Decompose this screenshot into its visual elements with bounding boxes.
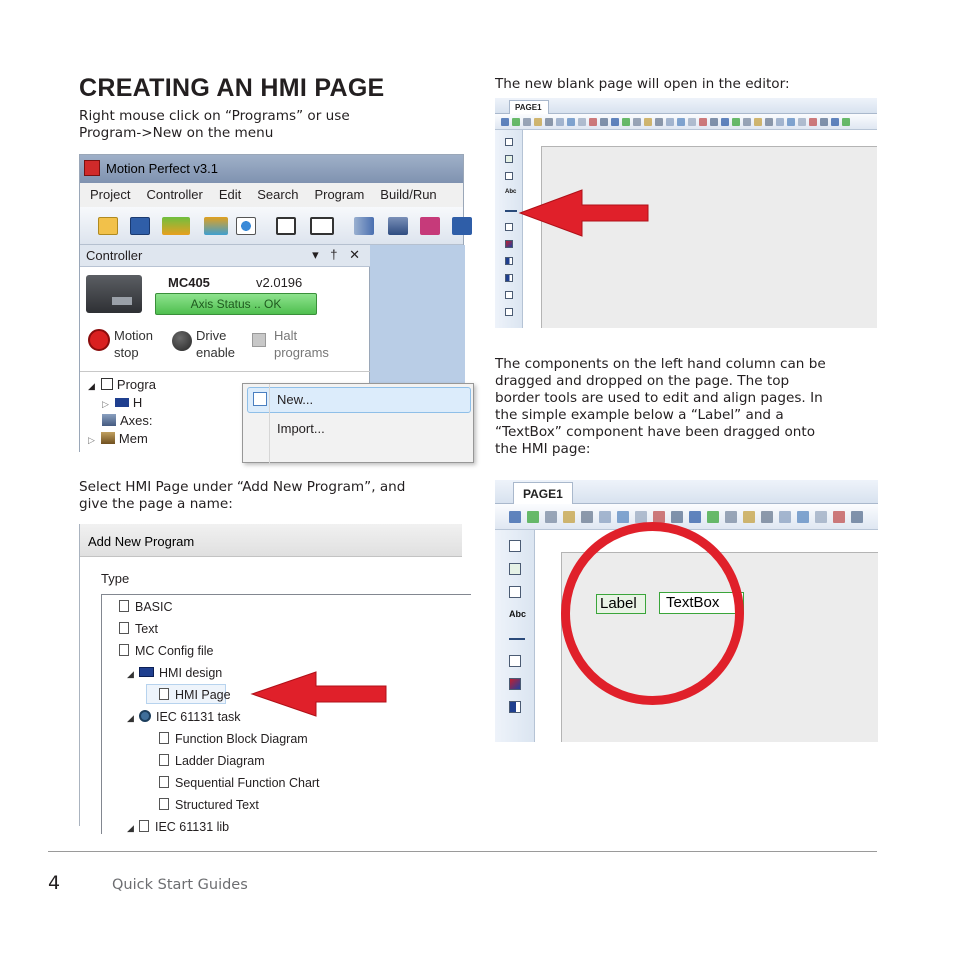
toolbar-tool-icon[interactable] bbox=[635, 511, 647, 523]
tree-label: H bbox=[132, 395, 143, 410]
sync-icon[interactable] bbox=[204, 217, 228, 235]
document-icon bbox=[159, 776, 169, 788]
program-type-label: IEC 61131 task bbox=[156, 710, 241, 724]
document-icon bbox=[119, 600, 129, 612]
menu-controller[interactable]: Controller bbox=[146, 187, 203, 202]
frame-icon[interactable] bbox=[509, 655, 521, 667]
connect-icon[interactable] bbox=[162, 217, 190, 235]
toolbar-tool-icon[interactable] bbox=[589, 118, 597, 126]
editor-tab-strip bbox=[495, 98, 877, 114]
toolbar-tool-icon[interactable] bbox=[563, 511, 575, 523]
program-type-item[interactable] bbox=[147, 754, 265, 768]
program-type-label: IEC 61131 lib bbox=[155, 820, 230, 834]
guide-title: Quick Start Guides bbox=[112, 877, 248, 893]
toolbar-tool-icon[interactable] bbox=[545, 511, 557, 523]
toolbar-tool-icon[interactable] bbox=[633, 118, 641, 126]
toolbar-tool-icon[interactable] bbox=[677, 118, 685, 126]
toolbar-tool-icon[interactable] bbox=[743, 118, 751, 126]
line-icon[interactable] bbox=[509, 638, 525, 640]
controller-panel-header bbox=[80, 245, 370, 267]
toolbar-tool-icon[interactable] bbox=[732, 118, 740, 126]
toolbar-tool-icon[interactable] bbox=[833, 511, 845, 523]
keypad-icon[interactable] bbox=[505, 172, 513, 180]
folder-open-icon[interactable] bbox=[98, 217, 118, 235]
toolbar-tool-icon[interactable] bbox=[527, 511, 539, 523]
terminal-icon[interactable] bbox=[236, 217, 256, 235]
toolbar-tool-icon[interactable] bbox=[842, 118, 850, 126]
document-icon bbox=[159, 798, 169, 810]
toolbar-tool-icon[interactable] bbox=[688, 118, 696, 126]
window-titlebar bbox=[80, 155, 463, 183]
toolbar-tool-icon[interactable] bbox=[644, 118, 652, 126]
tree-item-programs[interactable] bbox=[88, 377, 156, 392]
program-type-item[interactable] bbox=[147, 798, 259, 812]
number-icon[interactable] bbox=[505, 291, 513, 299]
component-palette bbox=[495, 530, 535, 742]
app-icon bbox=[84, 160, 100, 176]
save-icon[interactable] bbox=[130, 217, 150, 235]
collapse-caret-icon[interactable]: ▷ bbox=[88, 435, 95, 445]
slider-icon[interactable] bbox=[509, 701, 521, 713]
abc-icon[interactable]: Abc bbox=[509, 609, 527, 619]
document-icon bbox=[119, 622, 129, 634]
program-type-label: Sequential Function Chart bbox=[175, 776, 320, 790]
checkbox-icon[interactable] bbox=[509, 563, 521, 575]
tree-item-axes[interactable] bbox=[102, 413, 153, 428]
toolbar-tool-icon[interactable] bbox=[600, 118, 608, 126]
toolbar-tool-icon[interactable] bbox=[754, 118, 762, 126]
editor-toolbar bbox=[495, 504, 878, 530]
textbox-component[interactable]: TextBox bbox=[659, 592, 744, 614]
toolbar-tool-icon[interactable] bbox=[710, 118, 718, 126]
program-type-label: HMI design bbox=[159, 666, 223, 680]
palette-arrow bbox=[520, 190, 648, 236]
checkbox-icon[interactable] bbox=[505, 155, 513, 163]
hmi-design-icon bbox=[139, 667, 154, 677]
toolbar-tool-icon[interactable] bbox=[815, 511, 827, 523]
program-type-item[interactable] bbox=[127, 710, 241, 724]
textbox-icon[interactable] bbox=[509, 540, 521, 552]
program-type-item[interactable] bbox=[147, 732, 308, 746]
document-icon bbox=[159, 754, 169, 766]
context-menu bbox=[242, 383, 474, 463]
frame-icon[interactable] bbox=[505, 223, 513, 231]
menu-bar bbox=[80, 183, 463, 207]
program-type-label: Ladder Diagram bbox=[175, 754, 265, 768]
menu-item-new[interactable]: New... bbox=[277, 392, 314, 407]
highlight-circle bbox=[561, 522, 744, 705]
tree-item-memory[interactable] bbox=[88, 431, 148, 446]
controller-device-image bbox=[86, 275, 142, 313]
document-icon bbox=[159, 732, 169, 744]
controller-version: v2.0196 bbox=[256, 275, 303, 290]
expand-caret-icon[interactable]: ◢ bbox=[127, 669, 134, 679]
toolbar-tool-icon[interactable] bbox=[501, 118, 509, 126]
halt-programs-icon[interactable] bbox=[252, 333, 266, 347]
image-icon[interactable] bbox=[509, 678, 521, 690]
motion-stop-icon[interactable] bbox=[88, 329, 110, 351]
collapse-caret-icon[interactable]: ▷ bbox=[102, 399, 109, 409]
toolbar-tool-icon[interactable] bbox=[765, 118, 773, 126]
halt-programs-button[interactable]: Halt programs bbox=[274, 328, 329, 360]
components-paragraph: The components on the left hand column can be dragged and dropped on the page. The top border tools are used to edit and align pages. In the simple example below a “Label” and a “TextBox” component have been dragged onto the HMI page: bbox=[495, 356, 826, 457]
page-number: 4 bbox=[48, 872, 61, 894]
axes-icon bbox=[102, 414, 116, 426]
menu-build-run[interactable]: Build/Run bbox=[380, 187, 437, 202]
program-type-item[interactable] bbox=[127, 666, 222, 680]
tree-item-hmi[interactable] bbox=[102, 395, 142, 410]
document-icon bbox=[139, 820, 149, 832]
expand-caret-icon[interactable]: ◢ bbox=[127, 713, 134, 723]
tree-label: Axes: bbox=[120, 413, 153, 428]
window-title: Motion Perfect v3.1 bbox=[106, 161, 218, 176]
slider-icon[interactable] bbox=[505, 257, 513, 265]
toolbar-tool-icon[interactable] bbox=[699, 118, 707, 126]
editor-toolbar bbox=[495, 114, 877, 130]
status-icon[interactable] bbox=[505, 308, 513, 316]
abc-icon[interactable]: Abc bbox=[505, 189, 517, 195]
toolbar-tool-icon[interactable] bbox=[809, 118, 817, 126]
program-type-item[interactable] bbox=[147, 688, 231, 702]
toolbar-tool-icon[interactable] bbox=[743, 511, 755, 523]
axis-status-indicator[interactable]: Axis Status .. OK bbox=[155, 293, 317, 315]
toolbar-tool-icon[interactable] bbox=[556, 118, 564, 126]
iec-task-icon bbox=[139, 710, 151, 722]
program-type-label: Structured Text bbox=[175, 798, 259, 812]
menu-gutter bbox=[269, 384, 270, 464]
toolbar-tool-icon[interactable] bbox=[509, 511, 521, 523]
toolbar-tool-icon[interactable] bbox=[779, 511, 791, 523]
program-type-label: BASIC bbox=[135, 600, 173, 614]
hmi-page-canvas[interactable] bbox=[541, 146, 877, 328]
toolbar-tool-icon[interactable] bbox=[776, 118, 784, 126]
toolbar-tool-icon[interactable] bbox=[725, 511, 737, 523]
panel-controls[interactable]: ▾ † ✕ bbox=[312, 247, 364, 262]
menu-edit[interactable]: Edit bbox=[218, 187, 242, 202]
page-title: CREATING AN HMI PAGE bbox=[79, 74, 385, 102]
toolbar-tool-icon[interactable] bbox=[617, 511, 629, 523]
toolbar-tool-icon[interactable] bbox=[671, 511, 683, 523]
menu-project[interactable]: Project bbox=[90, 187, 131, 202]
program-type-item[interactable] bbox=[147, 776, 320, 790]
dialog-title: Add New Program bbox=[80, 524, 462, 557]
type-label: Type bbox=[101, 571, 130, 586]
panel-title: Controller bbox=[86, 248, 143, 263]
component-palette bbox=[495, 130, 523, 328]
io-icon[interactable] bbox=[420, 217, 440, 235]
intro-paragraph: Right mouse click on “Programs” or use Program->New on the menu bbox=[79, 108, 350, 141]
toolbar-tool-icon[interactable] bbox=[831, 118, 839, 126]
toolbar-tool-icon[interactable] bbox=[798, 118, 806, 126]
programs-folder-icon bbox=[101, 378, 113, 390]
window-icon[interactable] bbox=[276, 217, 296, 235]
program-type-label: Function Block Diagram bbox=[175, 732, 308, 746]
memory-icon[interactable] bbox=[310, 217, 334, 235]
line-icon[interactable] bbox=[505, 210, 517, 212]
memory-tree-icon bbox=[101, 432, 115, 444]
arrow-shape bbox=[252, 672, 386, 716]
drive-enable-icon[interactable] bbox=[172, 331, 192, 351]
toolbar-tool-icon[interactable] bbox=[599, 511, 611, 523]
toolbar-tool-icon[interactable] bbox=[512, 118, 520, 126]
menu-item-import[interactable]: Import... bbox=[277, 421, 325, 436]
toolbar-tool-icon[interactable] bbox=[622, 118, 630, 126]
axis-icon[interactable] bbox=[452, 217, 472, 235]
scope-icon[interactable] bbox=[354, 217, 374, 235]
tree-label: Mem bbox=[118, 431, 148, 446]
document-icon bbox=[119, 644, 129, 656]
label-component[interactable]: Label bbox=[596, 594, 646, 614]
toolbar-tool-icon[interactable] bbox=[689, 511, 701, 523]
arrow-shape bbox=[520, 190, 648, 236]
toolbar-tool-icon[interactable] bbox=[721, 118, 729, 126]
document-icon bbox=[159, 688, 169, 700]
program-type-label: HMI Page bbox=[175, 688, 231, 702]
program-type-item[interactable] bbox=[107, 644, 214, 658]
program-type-item[interactable] bbox=[107, 600, 173, 614]
new-file-icon bbox=[253, 392, 267, 406]
motion-perfect-screenshot bbox=[79, 154, 464, 452]
toolbar-tool-icon[interactable] bbox=[523, 118, 531, 126]
tab-page1[interactable]: PAGE1 bbox=[513, 482, 573, 504]
toolbar-tool-icon[interactable] bbox=[666, 118, 674, 126]
program-type-item[interactable] bbox=[107, 622, 158, 636]
blank-page-paragraph: The new blank page will open in the editor: bbox=[495, 76, 790, 92]
program-type-label: MC Config file bbox=[135, 644, 214, 658]
hmi-icon bbox=[115, 398, 129, 407]
footer-rule bbox=[48, 851, 877, 852]
select-paragraph: Select HMI Page under “Add New Program”, and give the page a name: bbox=[79, 479, 406, 512]
toolbar-tool-icon[interactable] bbox=[655, 118, 663, 126]
keypad-icon[interactable] bbox=[509, 586, 521, 598]
led-icon[interactable] bbox=[505, 274, 513, 282]
toolbar-tool-icon[interactable] bbox=[797, 511, 809, 523]
toolbar-tool-icon[interactable] bbox=[820, 118, 828, 126]
toolbar-tool-icon[interactable] bbox=[611, 118, 619, 126]
program-type-item[interactable] bbox=[127, 820, 229, 834]
toolbar-tool-icon[interactable] bbox=[578, 118, 586, 126]
expand-caret-icon[interactable]: ◢ bbox=[127, 823, 134, 833]
hmi-page-arrow bbox=[252, 672, 386, 716]
image-icon[interactable] bbox=[505, 240, 513, 248]
toolbar-tool-icon[interactable] bbox=[581, 511, 593, 523]
toolbar-tool-icon[interactable] bbox=[567, 118, 575, 126]
toolbar-tool-icon[interactable] bbox=[545, 118, 553, 126]
textbox-icon[interactable] bbox=[505, 138, 513, 146]
drive-enable-button[interactable]: Drive enable bbox=[196, 328, 236, 360]
toolbar-tool-icon[interactable] bbox=[787, 118, 795, 126]
toolbar-tool-icon[interactable] bbox=[707, 511, 719, 523]
toolbar-tool-icon[interactable] bbox=[534, 118, 542, 126]
toolbar-tool-icon[interactable] bbox=[761, 511, 773, 523]
example-editor-screenshot bbox=[495, 480, 878, 742]
tree-label: Progra bbox=[116, 377, 156, 392]
controller-model: MC405 bbox=[168, 275, 210, 290]
menu-program[interactable]: Program bbox=[314, 187, 365, 202]
motion-stop-button[interactable]: Motion stop bbox=[114, 328, 154, 360]
expand-caret-icon[interactable]: ◢ bbox=[88, 381, 95, 391]
program-type-label: Text bbox=[135, 622, 158, 636]
menu-search[interactable]: Search bbox=[257, 187, 299, 202]
tool-icon[interactable] bbox=[388, 217, 408, 235]
toolbar-tool-icon[interactable] bbox=[851, 511, 863, 523]
tab-page1[interactable]: PAGE1 bbox=[509, 100, 549, 114]
panel-divider bbox=[80, 371, 370, 372]
main-toolbar bbox=[80, 207, 463, 245]
